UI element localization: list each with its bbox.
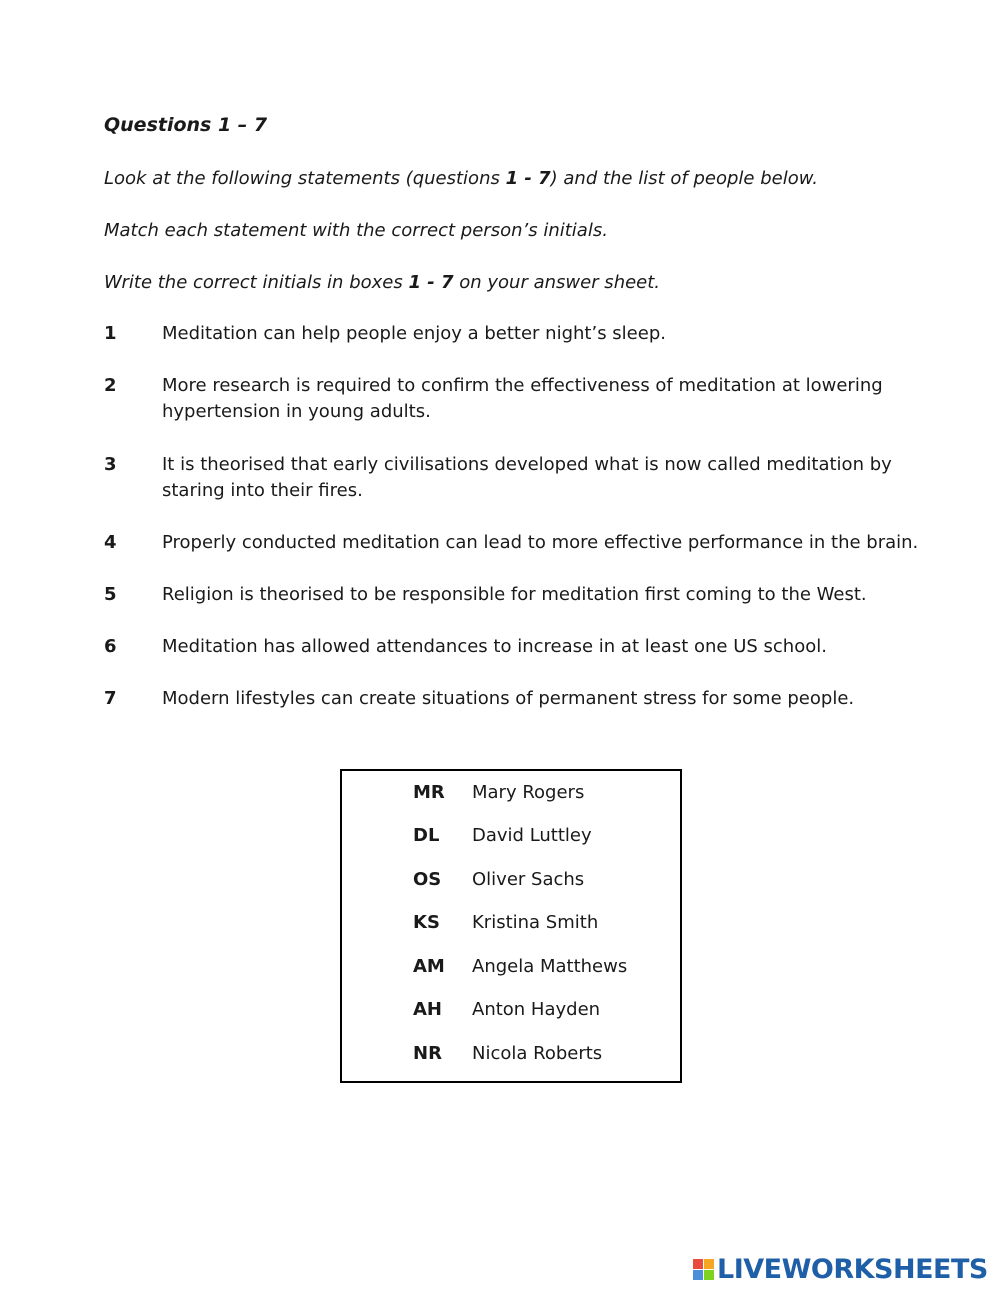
person-initials: MR	[413, 782, 445, 803]
question-number: 6	[104, 636, 117, 657]
question-text: It is theorised that early civilisations developed what is now called meditation by staring into their fires.	[162, 454, 892, 501]
person-name: Kristina Smith	[472, 912, 599, 933]
instruction-text: on your answer sheet.	[453, 272, 661, 293]
person-name: Mary Rogers	[472, 782, 585, 803]
question-number: 4	[104, 532, 117, 553]
question-number: 5	[104, 584, 117, 605]
instruction-text: Look at the following statements (questions	[104, 168, 506, 189]
question-text: More research is required to confirm the effectiveness of meditation at lowering hypertension in young adults.	[162, 375, 883, 422]
page-title: Questions 1 – 7	[104, 114, 268, 136]
question-number: 2	[104, 375, 117, 396]
instruction-text: ) and the list of people below.	[550, 168, 819, 189]
instruction-line-3	[104, 272, 660, 293]
instruction-text: Match each statement with the correct person’s initials.	[104, 220, 608, 241]
instruction-emphasis: 1 - 7	[505, 168, 551, 189]
question-number: 3	[104, 454, 117, 475]
instruction-text: Write the correct initials in boxes	[104, 272, 409, 293]
liveworksheets-logo-icon	[693, 1259, 714, 1280]
question-number: 1	[104, 323, 117, 344]
person-name: Oliver Sachs	[472, 869, 585, 890]
person-initials: DL	[413, 825, 440, 846]
people-list-box	[340, 769, 682, 1083]
question-text: Modern lifestyles can create situations of permanent stress for some people.	[162, 688, 855, 709]
question-text: Meditation has allowed attendances to increase in at least one US school.	[162, 636, 827, 657]
brand-text: LIVEWORKSHEETS	[717, 1253, 988, 1285]
person-initials: AM	[413, 956, 445, 977]
instruction-emphasis: 1 - 7	[408, 272, 454, 293]
person-name: Nicola Roberts	[472, 1043, 603, 1064]
person-name: Angela Matthews	[472, 956, 628, 977]
liveworksheets-brand[interactable]	[693, 1254, 988, 1284]
person-name: David Luttley	[472, 825, 592, 846]
question-text: Properly conducted meditation can lead to more effective performance in the brain.	[162, 532, 919, 553]
instruction-line-1	[104, 168, 818, 189]
question-text: Meditation can help people enjoy a better night’s sleep.	[162, 323, 666, 344]
question-text: Religion is theorised to be responsible for meditation first coming to the West.	[162, 584, 867, 605]
question-number: 7	[104, 688, 117, 709]
instruction-line-2	[104, 220, 608, 241]
person-name: Anton Hayden	[472, 999, 601, 1020]
person-initials: NR	[413, 1043, 442, 1064]
person-initials: OS	[413, 869, 442, 890]
person-initials: KS	[413, 912, 440, 933]
person-initials: AH	[413, 999, 442, 1020]
